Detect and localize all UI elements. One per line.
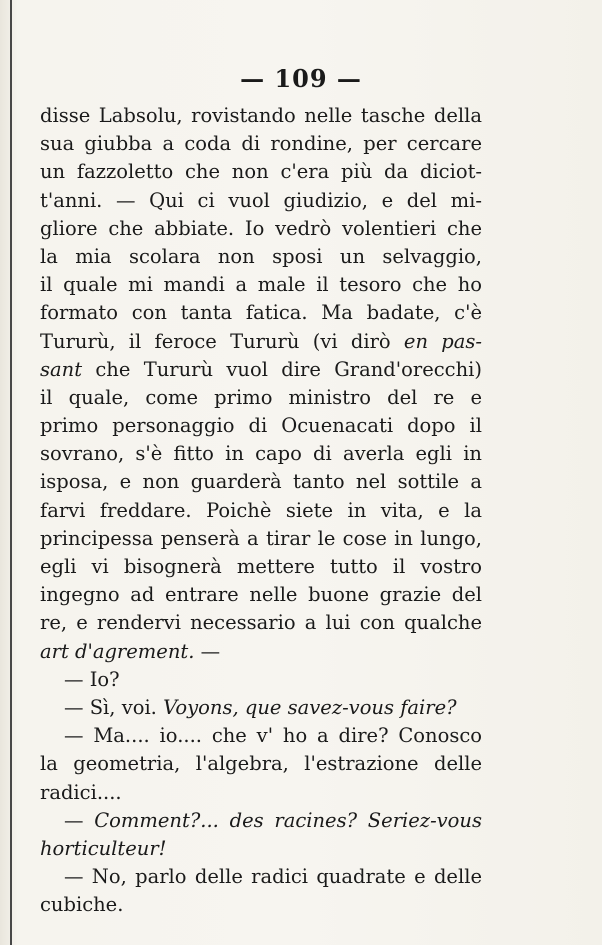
text-segment: la mia scolara non sposi un selvaggio, xyxy=(40,244,482,268)
text-segment: la geometria, l'algebra, l'estrazione delle xyxy=(40,752,482,776)
italic-text-segment: Comment?... des racines? Seriez-vous xyxy=(94,808,482,832)
text-segment: farvi freddare. Poichè siete in vita, e la xyxy=(40,498,482,522)
text-line xyxy=(40,750,482,778)
text-segment: il quale, come primo ministro del re e xyxy=(40,385,482,409)
text-line xyxy=(40,299,482,327)
text-line xyxy=(40,412,482,440)
text-line xyxy=(40,609,482,637)
text-segment: radici.... xyxy=(40,780,122,804)
text-segment: — xyxy=(64,808,95,832)
italic-text-segment: en pas- xyxy=(403,329,482,353)
text-line xyxy=(40,384,482,412)
text-segment: Tururù, il feroce Tururù (vi dirò xyxy=(40,329,404,353)
text-line xyxy=(40,553,482,581)
text-line xyxy=(40,835,482,863)
text-segment: — Io? xyxy=(64,667,120,691)
text-segment: formato con tanta fatica. Ma badate, c'è xyxy=(40,301,482,325)
text-segment: isposa, e non guarderà tanto nel sottile a xyxy=(40,470,482,494)
text-line xyxy=(40,187,482,215)
text-line xyxy=(40,666,482,694)
text-segment: egli vi bisognerà mettere tutto il vostro xyxy=(40,555,482,578)
text-line xyxy=(40,440,482,468)
text-segment: t'anni. — Qui ci vuol giudizio, e del mi- xyxy=(40,188,482,212)
text-segment: primo personaggio di Ocuenacati dopo il xyxy=(40,414,482,438)
text-segment: che Tururù vuol dire Grand'orecchi) xyxy=(82,357,482,381)
text-line xyxy=(40,215,482,243)
text-line xyxy=(40,581,482,609)
italic-text-segment: art d'agrement. xyxy=(40,639,195,663)
text-segment: disse Labsolu, rovistando nelle tasche della xyxy=(40,104,482,127)
page-edge-line xyxy=(10,0,12,945)
text-segment: ingegno ad entrare nelle buone grazie del xyxy=(40,583,482,607)
text-segment: — Sì, voi. xyxy=(64,695,164,719)
text-line xyxy=(40,243,482,271)
text-line xyxy=(40,497,482,525)
text-segment: cubiche. xyxy=(40,893,124,917)
text-segment: gliore che abbiate. Io vedrò volentieri che xyxy=(40,216,482,240)
text-segment: sua giubba a coda di rondine, per cercare xyxy=(40,132,482,156)
text-line xyxy=(40,807,482,835)
text-line xyxy=(40,525,482,553)
text-segment: re, e rendervi necessario a lui con qualche xyxy=(40,611,482,635)
page-number: — 109 — xyxy=(240,64,362,93)
text-segment: — xyxy=(194,639,221,663)
text-segment: — No, parlo delle radici quadrate e delle xyxy=(64,865,482,889)
text-line xyxy=(40,328,482,356)
body-text xyxy=(40,102,482,919)
text-segment: sovrano, s'è fitto in capo di averla egli in xyxy=(40,442,482,466)
text-line xyxy=(40,779,482,807)
italic-text-segment: horticulteur! xyxy=(40,836,167,860)
text-line xyxy=(40,694,482,722)
text-line xyxy=(40,130,482,158)
text-line xyxy=(40,722,482,750)
italic-text-segment: Voyons, que savez-vous faire? xyxy=(163,695,457,719)
text-line xyxy=(40,102,482,130)
text-line xyxy=(40,891,482,919)
text-line xyxy=(40,271,482,299)
text-segment: — Ma.... io.... che v' ho a dire? Conosco xyxy=(64,724,482,748)
text-line xyxy=(40,468,482,496)
text-line xyxy=(40,356,482,384)
text-line xyxy=(40,158,482,186)
text-line xyxy=(40,638,482,666)
text-segment: principessa penserà a tirar le cose in lungo, xyxy=(40,526,482,550)
text-segment: un fazzoletto che non c'era più da diciot- xyxy=(40,160,482,184)
italic-text-segment: sant xyxy=(40,357,83,381)
text-segment: il quale mi mandi a male il tesoro che ho xyxy=(40,273,482,297)
text-line xyxy=(40,863,482,891)
